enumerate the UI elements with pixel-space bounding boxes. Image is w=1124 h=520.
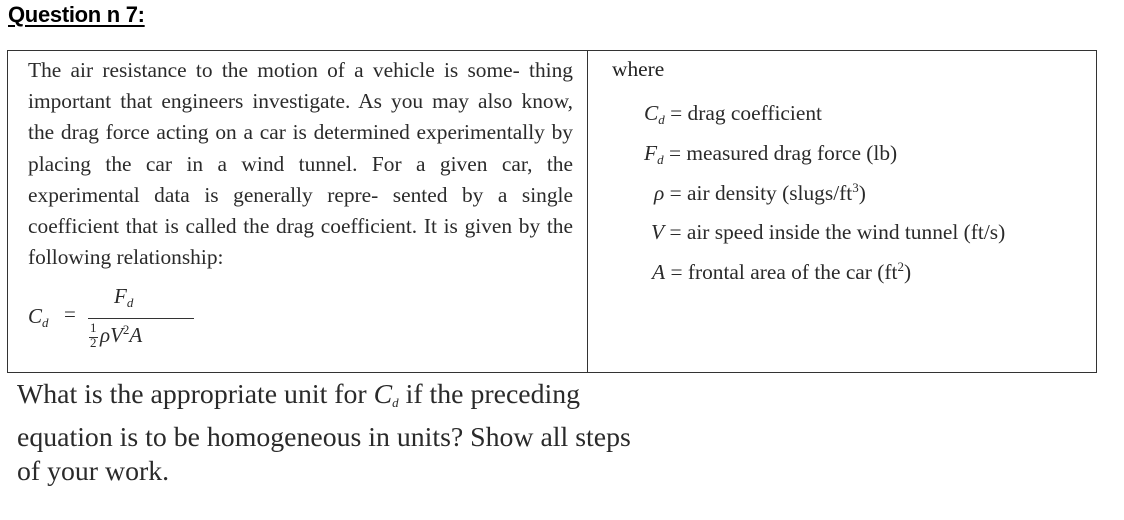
formula-denominator: $\frac{1}{2}$ $\rho V^2A$ xyxy=(90,320,143,350)
definition-cd: $C_d$ = drag coefficient xyxy=(644,101,822,127)
formula-lhs: $C_d$ xyxy=(28,304,49,330)
problem-paragraph: The air resistance to the motion of a vehicle is some- thing important that engineers investigate. As you may also know, the drag force acting on a car is determined experimentally by placing the car in a wind tunnel. For a given car, the experimental data is generally repre- sented by a single coefficient that is called the drag coefficient. It is given by the following relationship: xyxy=(28,58,573,270)
definition-fd: $F_d$ = measured drag force (lb) xyxy=(644,141,898,167)
one-half: $\frac{1}{2}$ xyxy=(90,320,97,350)
question-text: What is the appropriate unit for $C_d$ if the preceding equation is to be homogeneous in units? Show all steps of your work. xyxy=(17,379,631,487)
definition-a: A = frontal area of the car $(ft^2)$ xyxy=(652,259,912,284)
definition-rho: ρ = air density $(slugs/ft^3)$ xyxy=(654,180,866,205)
definition-list xyxy=(8,51,1103,372)
definition-v: V = air speed inside the wind tunnel (ft/s) xyxy=(651,220,1006,244)
formula-numerator: $F_d$ xyxy=(114,284,134,310)
where-label: where xyxy=(612,57,665,81)
formula-equals: = xyxy=(64,302,76,326)
question-heading: Question n 7: xyxy=(8,2,145,27)
problem-table xyxy=(7,50,1097,373)
